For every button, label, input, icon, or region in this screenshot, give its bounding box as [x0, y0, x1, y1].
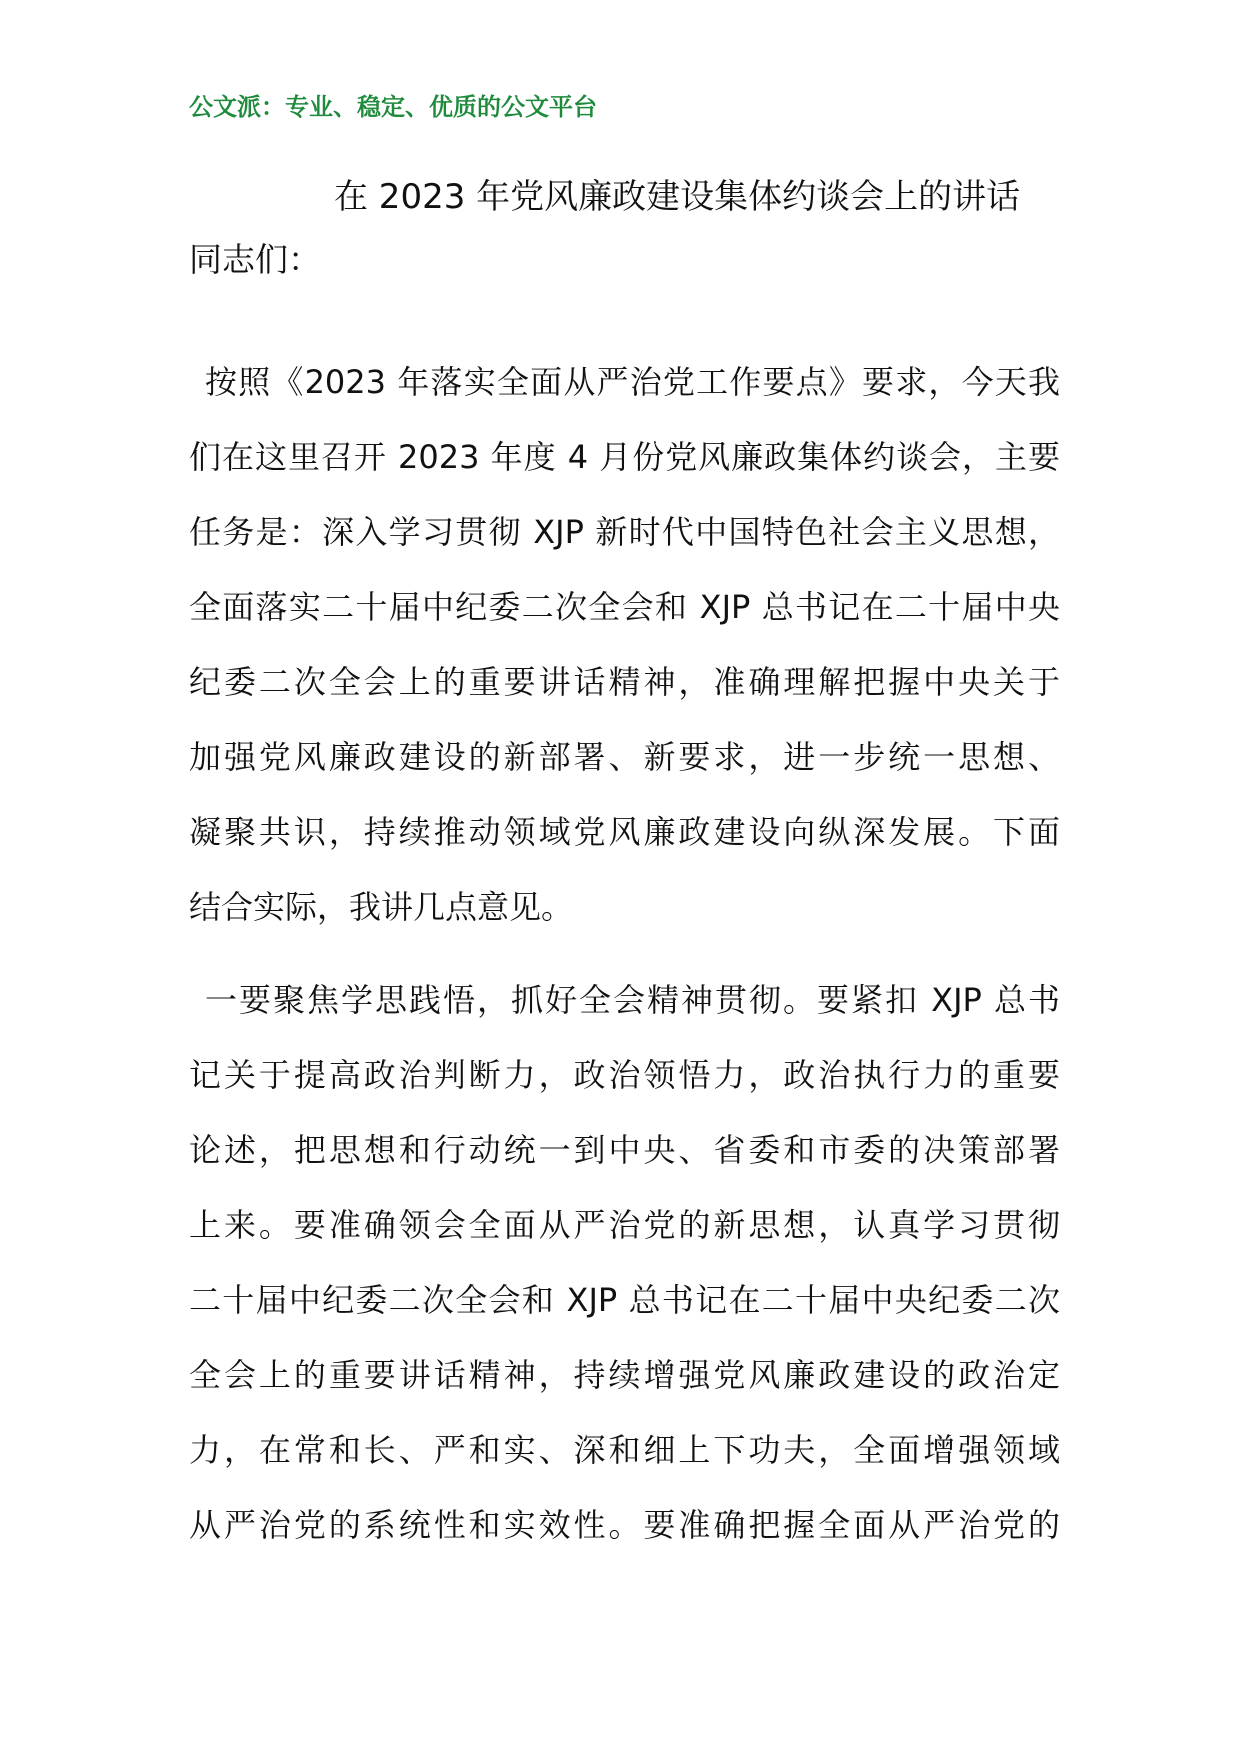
paragraph-line: 加强党风廉政建设的新部署、新要求，进一步统一思想、 [189, 738, 1060, 776]
paragraph-line: 任务是：深入学习贯彻 XJP 新时代中国特色社会主义思想， [189, 513, 1060, 551]
paragraph-line: 全面落实二十届中纪委二次全会和 XJP 总书记在二十届中央 [189, 588, 1060, 626]
paragraph-line: 论述，把思想和行动统一到中央、省委和市委的决策部署 [189, 1131, 1060, 1169]
paragraph-line: 一要聚焦学思践悟，抓好全会精神贯彻。要紧扣 XJP 总书 [205, 981, 1060, 1019]
brand-header: 公文派：专业、稳定、优质的公文平台 [189, 93, 597, 121]
salutation: 同志们： [189, 240, 321, 279]
paragraph-1 [189, 345, 1060, 945]
paragraph-line: 力，在常和长、严和实、深和细上下功夫，全面增强领域 [189, 1431, 1060, 1469]
paragraph-line: 结合实际，我讲几点意见。 [189, 888, 574, 926]
paragraph-line: 全会上的重要讲话精神，持续增强党风廉政建设的政治定 [189, 1356, 1060, 1394]
paragraph-2 [189, 963, 1060, 1563]
paragraph-line: 上来。要准确领会全面从严治党的新思想，认真学习贯彻 [189, 1206, 1060, 1244]
paragraph-line: 二十届中纪委二次全会和 XJP 总书记在二十届中央纪委二次 [189, 1281, 1060, 1319]
paragraph-line: 们在这里召开 2023 年度 4 月份党风廉政集体约谈会，主要 [189, 438, 1060, 476]
paragraph-line: 从严治党的系统性和实效性。要准确把握全面从严治党的 [189, 1506, 1060, 1544]
paragraph-line: 凝聚共识，持续推动领域党风廉政建设向纵深发展。下面 [189, 813, 1060, 851]
paragraph-line: 记关于提高政治判断力，政治领悟力，政治执行力的重要 [189, 1056, 1060, 1094]
document-title: 在 2023 年党风廉政建设集体约谈会上的讲话 [334, 177, 1021, 217]
paragraph-line: 纪委二次全会上的重要讲话精神，准确理解把握中央关于 [189, 663, 1060, 701]
paragraph-line: 按照《2023 年落实全面从严治党工作要点》要求，今天我 [205, 363, 1060, 401]
